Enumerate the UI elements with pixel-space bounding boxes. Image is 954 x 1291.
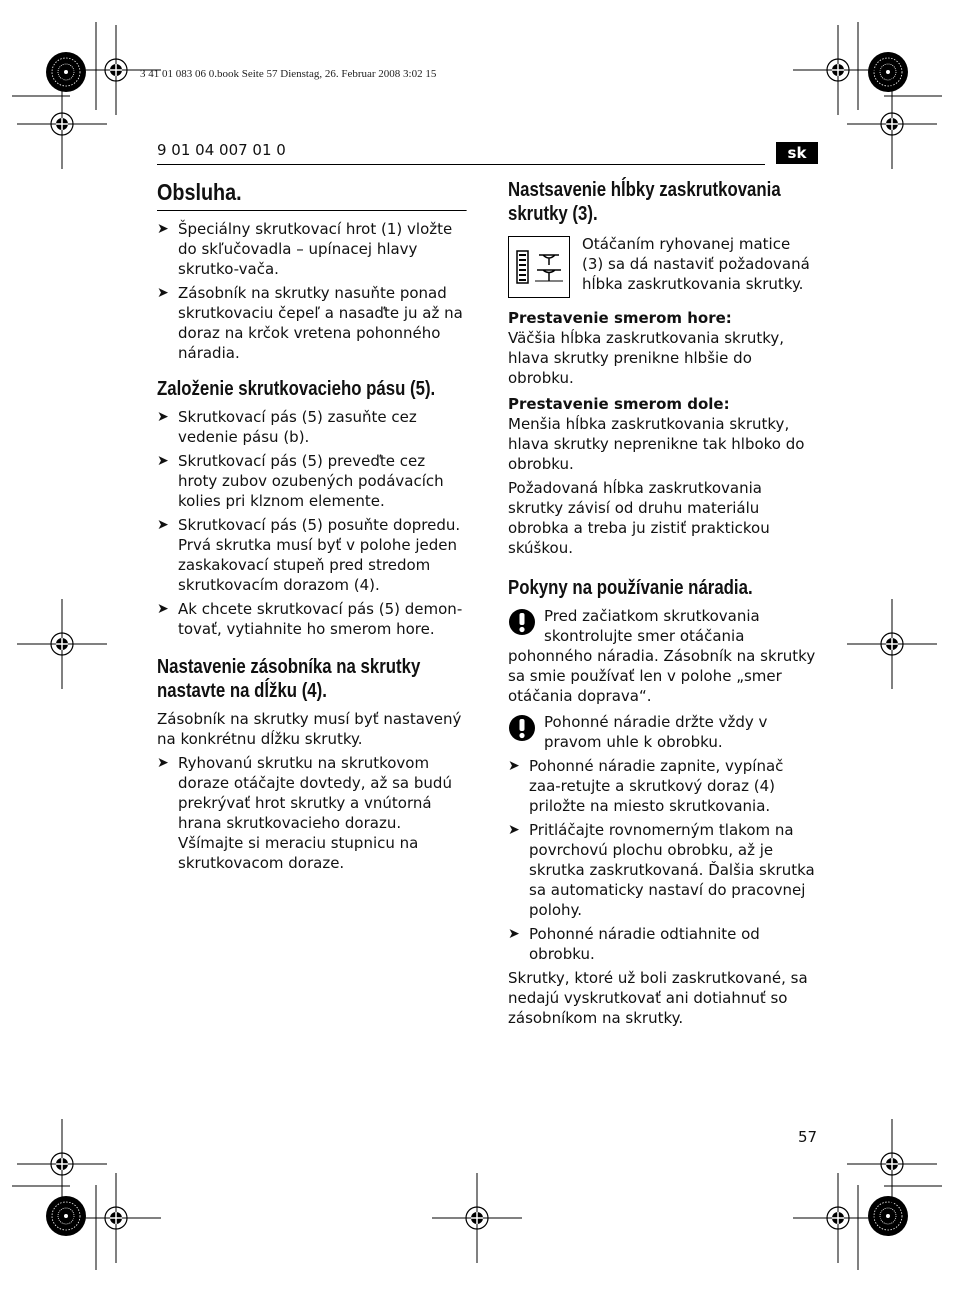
section-text: Zásobník na skrutky musí byť nastavený na konkrétnu dĺžku skrutky. <box>157 710 462 748</box>
print-info: 3 41 01 083 06 0.book Seite 57 Dienstag, 26. Februar 2008 3:02 15 <box>140 68 437 80</box>
warning-text-rotation: Pred začiatkom skrutkovania skontrolujte smer otáčania pohonného náradia. Zásobník na skrutky sa smie používať len v polohe „smer otáčania doprava“. <box>508 607 816 705</box>
section-heading-magazine: Nastavenie zásobníka na skrutky nastavte na dĺžku (4). <box>157 656 421 702</box>
depth-intro: Otáčaním ryhovanej matice (3) sa dá nastaviť požadovaná hĺbka zaskrutkovania skrutky. <box>582 235 810 293</box>
list-item: ➤ Pohonné náradie odtiahnite od obrobku. <box>508 925 760 963</box>
list-item: ➤ Skrutkovací pás (5) preveďte cez hroty zubov ozubených podávacích kolies pri klznom elemente. <box>157 452 444 510</box>
page-title: Obsluha. <box>157 178 467 211</box>
warning-text-angle: Pohonné náradie držte vždy v pravom uhle k obrobku. <box>544 713 768 751</box>
list-item: ➤ Pohonné náradie zapnite, vypínač zaa-retujte a skrutkový doraz (4) priložte na miesto skrutkovania. <box>508 757 784 815</box>
list-item: ➤ Zásobník na skrutky nasuňte ponad skrutkovaciu čepeľ a nasaďte ju až na doraz na krčok vretena pohonného náradia. <box>157 284 463 362</box>
adjust-down-label: Prestavenie smerom dole: <box>508 395 730 413</box>
section-heading-usage: Pokyny na používanie náradia. <box>508 577 753 599</box>
adjust-down-text: Menšia hĺbka zaskrutkovania skrutky, hlava skrutky neprenikne tak hlboko do obrobku. <box>508 415 805 473</box>
depth-text: Požadovaná hĺbka zaskrutkovania skrutky závisí od druhu materiálu obrobka a treba ju zistiť praktickou skúškou. <box>508 479 770 557</box>
header-rule <box>157 164 765 165</box>
list-item: ➤ Ak chcete skrutkovací pás (5) demon-tovať, vytiahnite ho smerom hore. <box>157 600 463 638</box>
language-badge: sk <box>776 142 818 164</box>
adjust-up-label: Prestavenie smerom hore: <box>508 309 732 327</box>
arrow-icon: ➤ <box>157 409 169 425</box>
closing-text: Skrutky, ktoré už boli zaskrutkované, sa nedajú vyskrutkovať ani dotiahnuť so zásobníkom na skrutky. <box>508 969 808 1027</box>
list-item: ➤ Špeciálny skrutkovací hrot (1) vložte do skľučovadla – upínacej hlavy skrutko-vača. <box>157 220 453 278</box>
arrow-icon: ➤ <box>157 453 169 469</box>
list-item: ➤ Skrutkovací pás (5) zasuňte cez vedenie pásu (b). <box>157 408 417 446</box>
arrow-icon: ➤ <box>157 285 169 301</box>
right-column <box>508 178 816 1032</box>
warning-icon <box>508 714 536 742</box>
warning-icon <box>508 608 536 636</box>
section-heading-depth: Nastsavenie hĺbky zaskrutkovania skrutky (3). <box>508 179 781 225</box>
left-column <box>157 178 467 877</box>
adjust-up-text: Väčšia hĺbka zaskrutkovania skrutky, hlava skrutky prenikne hlbšie do obrobku. <box>508 329 785 387</box>
arrow-icon: ➤ <box>508 758 520 774</box>
page-number: 57 <box>798 1128 818 1146</box>
list-item: ➤ Ryhovanú skrutku na skrutkovom doraze otáčajte dovtedy, až sa budú prekrývať hrot skrutky a vnútorná hrana skrutkovacieho dorazu. Všímajte si meraciu stupnicu na skrutkovacom doraze. <box>157 754 452 872</box>
arrow-icon: ➤ <box>157 755 169 771</box>
arrow-icon: ➤ <box>157 601 169 617</box>
document-number: 9 01 04 007 01 0 <box>157 141 286 159</box>
arrow-icon: ➤ <box>508 822 520 838</box>
section-heading-belt: Založenie skrutkovacieho pásu (5). <box>157 378 436 400</box>
list-item: ➤ Pritláčajte rovnomerným tlakom na povrchovú plochu obrobku, až je skrutka zaskrutkovaná. Ďalšia skrutka sa automaticky nastaví do pracovnej polohy. <box>508 821 815 919</box>
arrow-icon: ➤ <box>157 221 169 237</box>
list-item: ➤ Skrutkovací pás (5) posuňte dopredu. Prvá skrutka musí byť v polohe jeden zaskakovací stupeň pred stredom skrutkovacím dorazom (4). <box>157 516 461 594</box>
depth-adjust-icon <box>508 236 570 298</box>
arrow-icon: ➤ <box>508 926 520 942</box>
arrow-icon: ➤ <box>157 517 169 533</box>
